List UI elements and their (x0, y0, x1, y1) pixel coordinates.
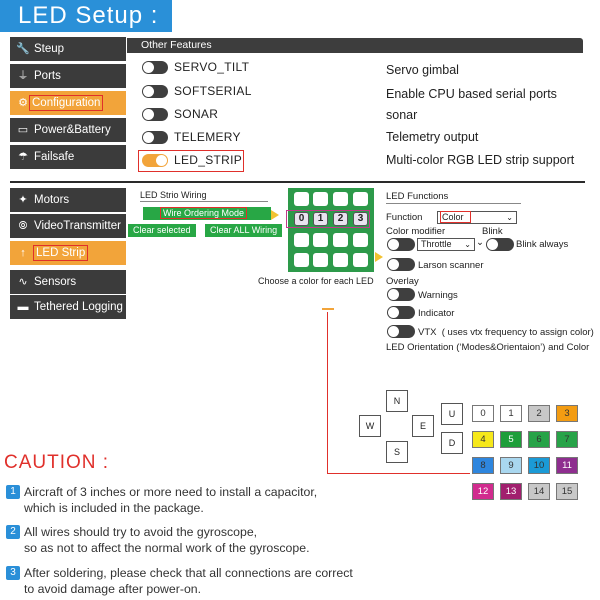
wiring-title: LED Strio Wiring (140, 190, 207, 200)
warnings-label: Warnings (418, 290, 458, 301)
chevron-down-icon: ⌄ (506, 213, 513, 222)
sidebar-item-label: VideoTransmitter (34, 220, 121, 232)
direction-west-button[interactable]: W (359, 415, 381, 437)
sidebar-item-ports[interactable] (10, 64, 126, 88)
sidebar-item-videotransmitter[interactable] (10, 214, 126, 238)
other-features-header (127, 38, 583, 53)
chevron-down-icon: ⌄ (464, 240, 471, 249)
arrow-right-icon (271, 210, 279, 220)
color-swatch[interactable]: 13 (500, 483, 522, 500)
blink-always-toggle[interactable] (486, 238, 514, 251)
feature-name: SOFTSERIAL (174, 84, 252, 98)
servo-tilt-toggle[interactable] (142, 61, 168, 74)
led-cell[interactable] (333, 253, 348, 267)
section-title: Other Features (141, 39, 212, 51)
blink-always-label: Blink always (516, 239, 569, 250)
orientation-label: LED Orientation (‘Modes&Orientaion’) and Color (386, 342, 590, 353)
battery-icon: ▭ (17, 124, 29, 136)
feature-description: Multi-color RGB LED strip support (386, 153, 575, 167)
direction-north-button[interactable]: N (386, 390, 408, 412)
direction-down-button[interactable]: D (441, 432, 463, 454)
color-modifier-toggle[interactable] (387, 238, 415, 251)
wiring-title-underline (140, 201, 268, 202)
chevron-down-icon: ⌄ (476, 237, 484, 248)
sidebar-item-label: Failsafe (34, 151, 75, 163)
sidebar-item-label: Sensors (34, 276, 77, 288)
led-cell[interactable] (333, 192, 348, 206)
caution-line: Aircraft of 3 inches or more need to install a capacitor, (24, 485, 318, 499)
led-strip-toggle[interactable] (142, 154, 168, 167)
sidebar-item-label: Ports (34, 70, 61, 82)
caution-line: After soldering, please check that all connections are correct (24, 566, 353, 580)
section-divider (10, 181, 585, 183)
color-swatch[interactable]: 4 (472, 431, 494, 448)
toggle-knob (143, 62, 154, 73)
caution-title: CAUTION : (4, 452, 110, 473)
direction-south-button[interactable]: S (386, 441, 408, 463)
color-swatch[interactable]: 7 (556, 431, 578, 448)
sidebar-item-sensors[interactable] (10, 270, 126, 294)
caution-line: so as not to affect the normal work of the gyroscope. (24, 541, 310, 555)
toggle-knob (143, 109, 154, 120)
color-swatch[interactable]: 15 (556, 483, 578, 500)
sidebar-item-tethered-logging[interactable] (10, 295, 126, 319)
larson-scanner-label: Larson scanner (418, 260, 484, 271)
feature-name: SONAR (174, 107, 219, 121)
color-swatch[interactable]: 9 (500, 457, 522, 474)
functions-title: LED Functions (386, 191, 449, 202)
caution-line: to avoid damage after power-on. (24, 582, 202, 596)
step-number: 3 (6, 566, 20, 580)
function-label: Function (386, 212, 423, 223)
direction-up-button[interactable]: U (441, 403, 463, 425)
color-swatch[interactable]: 2 (528, 405, 550, 422)
sidebar-item-power-battery[interactable] (10, 118, 126, 142)
vtx-label: VTX ( uses vtx frequency to assign color) (418, 327, 594, 338)
sidebar-item-label: Tethered Logging (34, 301, 123, 313)
modifier-select[interactable] (417, 238, 475, 251)
sensor-icon: ∿ (18, 276, 28, 288)
drive-icon: ▬ (17, 301, 29, 313)
sidebar-item-configuration[interactable] (10, 91, 126, 115)
led-cell[interactable] (353, 192, 368, 206)
caution-item (24, 484, 317, 516)
selected-row-highlight (286, 210, 370, 228)
led-cell[interactable]: 2 (333, 212, 348, 226)
caution-line: All wires should try to avoid the gyroscope, (24, 525, 258, 539)
connector-line (327, 312, 328, 474)
color-swatch[interactable]: 14 (528, 483, 550, 500)
sidebar-item-label: Configuration (32, 97, 101, 109)
color-swatch[interactable]: 0 (472, 405, 494, 422)
color-swatch[interactable]: 3 (556, 405, 578, 422)
color-swatch[interactable]: 1 (500, 405, 522, 422)
larson-scanner-toggle[interactable] (387, 258, 415, 271)
caution-item (24, 565, 353, 597)
feature-name: SERVO_TILT (174, 60, 250, 74)
function-select[interactable] (437, 211, 517, 224)
toggle-knob (156, 155, 167, 166)
caution-item (24, 524, 310, 556)
motor-icon: ✦ (18, 194, 28, 206)
page-banner (0, 0, 172, 32)
color-swatch[interactable]: 8 (472, 457, 494, 474)
feature-description: Telemetry output (386, 130, 479, 144)
toggle-knob (143, 86, 154, 97)
grid-caption: Choose a color for each LED (258, 276, 374, 286)
vtx-toggle[interactable] (387, 325, 415, 338)
led-grid[interactable] (288, 188, 374, 272)
softserial-toggle[interactable] (142, 85, 168, 98)
indicator-label: Indicator (418, 308, 455, 319)
bulb-icon: ↑ (20, 247, 26, 259)
feature-description: Enable CPU based serial ports (386, 87, 557, 101)
select-value: Color (441, 212, 470, 222)
connector-line (327, 473, 470, 474)
led-cell[interactable] (294, 253, 309, 267)
led-cell[interactable] (333, 233, 348, 247)
color-swatch[interactable]: 11 (556, 457, 578, 474)
sidebar-item-label: Steup (34, 43, 65, 55)
functions-underline (386, 203, 521, 204)
caution-line: which is included in the package. (24, 501, 204, 515)
feature-description: sonar (386, 108, 418, 122)
blink-label: Blink (482, 226, 503, 237)
indicator-toggle[interactable] (387, 306, 415, 319)
direction-east-button[interactable]: E (412, 415, 434, 437)
led-cell[interactable] (313, 192, 328, 206)
color-swatch[interactable]: 6 (528, 431, 550, 448)
sonar-toggle[interactable] (142, 108, 168, 121)
clear-all-wiring-button[interactable]: Clear ALL Wiring (205, 224, 282, 237)
color-swatch[interactable]: 5 (500, 431, 522, 448)
step-number: 2 (6, 525, 20, 539)
color-swatch[interactable]: 12 (472, 483, 494, 500)
color-swatch[interactable]: 10 (528, 457, 550, 474)
toggle-knob (388, 259, 399, 270)
led-cell[interactable] (294, 192, 309, 206)
sidebar-item-setup[interactable] (10, 37, 126, 61)
feature-name: TELEMERY (174, 130, 241, 144)
sidebar-item-label: Power&Battery (34, 124, 111, 136)
sidebar-item-motors[interactable] (10, 188, 126, 212)
led-cell[interactable]: 0 (294, 212, 309, 226)
toggle-knob (388, 239, 399, 250)
clear-selected-button[interactable]: Clear selected (128, 224, 196, 237)
feature-description: Servo gimbal (386, 63, 459, 77)
warnings-toggle[interactable] (387, 288, 415, 301)
led-cell[interactable] (294, 233, 309, 247)
led-cell[interactable] (353, 233, 368, 247)
sidebar-item-label: Motors (34, 194, 70, 206)
arrow-right-icon (375, 252, 383, 262)
button-label: Wire Ordering Mode (163, 208, 245, 218)
telemetry-toggle[interactable] (142, 131, 168, 144)
wire-ordering-mode-button[interactable] (143, 207, 271, 220)
gear-icon: ⚙ (18, 97, 28, 109)
antenna-icon: ⦾ (18, 220, 28, 232)
toggle-knob (388, 289, 399, 300)
led-cell[interactable] (313, 253, 328, 267)
sidebar-item-led-strip[interactable] (10, 241, 126, 265)
toggle-knob (143, 132, 154, 143)
sidebar-item-label: LED Strip (36, 247, 86, 259)
sidebar-item-failsafe[interactable] (10, 145, 126, 169)
wrench-icon: 🔧 (16, 43, 30, 55)
toggle-knob (388, 326, 399, 337)
led-cell[interactable] (313, 233, 328, 247)
feature-name: LED_STRIP (174, 153, 243, 167)
toggle-knob (388, 307, 399, 318)
parachute-icon: ☂ (18, 151, 28, 163)
toggle-knob (487, 239, 498, 250)
page-title: LED Setup : (18, 2, 159, 29)
led-cell[interactable]: 3 (353, 212, 368, 226)
plug-icon: ⏚ (17, 70, 29, 82)
led-cell[interactable] (353, 253, 368, 267)
select-value: Throttle (421, 239, 452, 249)
step-number: 1 (6, 485, 20, 499)
overlay-label: Overlay (386, 276, 419, 287)
led-cell[interactable]: 1 (313, 212, 328, 226)
color-modifier-label: Color modifier (386, 226, 446, 237)
connector-cap (322, 308, 334, 310)
